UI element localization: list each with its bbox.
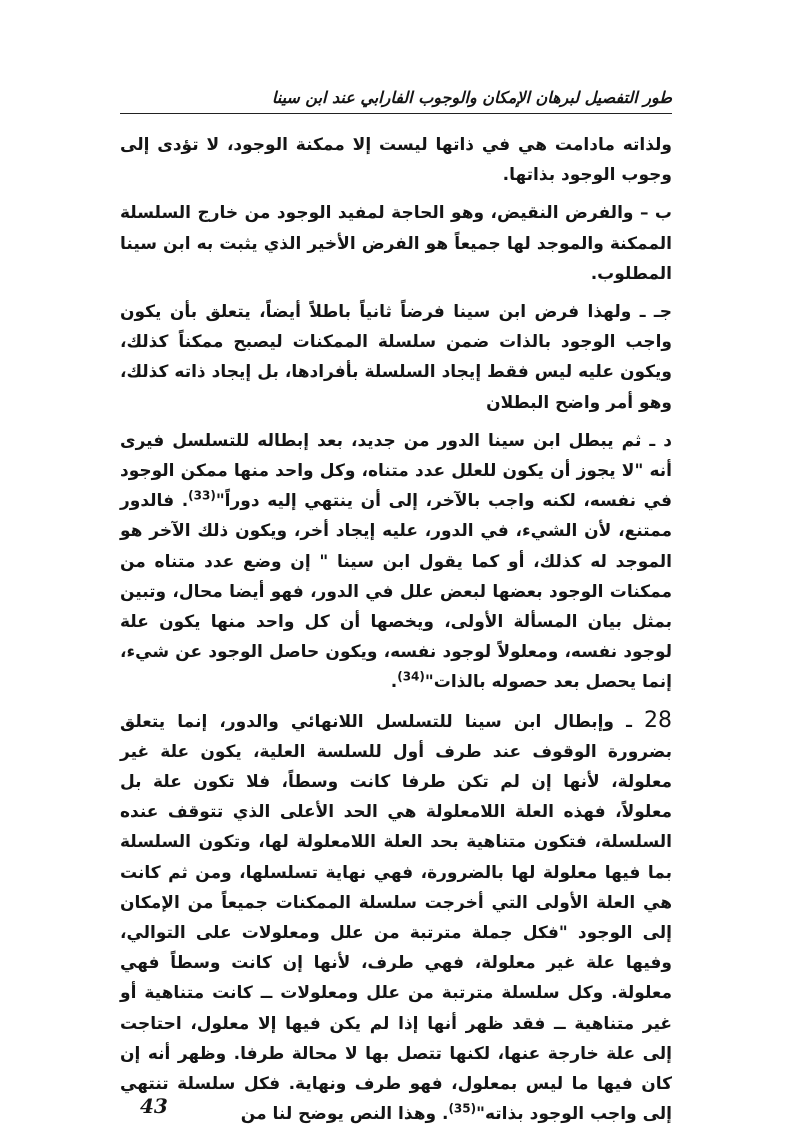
paragraph-jeem: جـ ـ ولهذا فرض ابن سينا فرضاً ثانياً باطلاً أيضاً، يتعلق بأن يكون واجب الوجود بالذات ضمن سلسلة الممكنات ليصبح ممكناً كذلك، ويكون عليه ليس فقط إيجاد السلسلة بأفرادها، بل إيجاد ذاته كذلك، وهو أمر واضح البطلان <box>120 302 672 413</box>
paragraph-1: ولذاته مادامت هي في ذاتها ليست إلا ممكنة الوجود، لا تؤدى إلى وجوب الوجود بذاتها. <box>120 135 672 186</box>
paragraph-b: ب – والفرض النقيض، وهو الحاجة لمفيد الوجود من خارج السلسلة الممكنة والموجد لها جميعاً هو الفرض الأخير الذي يثبت به ابن سينا المطلوب. <box>120 203 672 284</box>
section-number: 28 <box>644 707 672 733</box>
page-number: 43 <box>140 1094 168 1118</box>
footnote-ref-35: (35) <box>448 1101 477 1116</box>
footnote-ref-33: (33) <box>188 488 216 503</box>
paragraph-dal-text-2: . فالدور ممتنع، لأن الشيء، في الدور، عليه إيجاد أخر، ويكون ذلك الآخر هو الموجد له كذلك، أو كما يقول ابن سينا " إن وضع عدد متناه من ممكنات الوجود بعضها لبعض علل في الدور، فهو أيضا محال، وتبين بمثل بيان المسألة الأولى، ويخصها أن كل واحد منها يكون علة لوجود نفسه، ومعلولاً لوجود نفسه، ويكون حاصل الوجود عن شيء، إنما يحصل بعد حصوله بالذات" <box>120 491 672 693</box>
paragraph-dal <box>120 426 672 698</box>
paragraph-dal-end: . <box>390 672 398 693</box>
paragraph-28-end: . وهذا النص يوضح لنا من <box>240 1104 449 1125</box>
running-header: طور التفصيل لبرهان الإمكان والوجوب الفارابي عند ابن سينا <box>120 88 672 114</box>
footnote-ref-34: (34) <box>397 669 425 684</box>
paragraph-28 <box>120 706 672 1130</box>
paragraph-dal-text: د ـ ثم يبطل ابن سينا الدور من جديد، بعد إبطاله للتسلسل فيرى أنه "لا يجوز أن يكون للعلل عدد متناه، وكل واحد منها ممكن الوجود في نفسه، لكنه واجب بالآخر، إلى أن ينتهي إليه دوراً" <box>120 430 672 512</box>
body-text <box>120 130 672 1130</box>
paragraph-28-text: ـ وإبطال ابن سينا للتسلسل اللانهائي والدور، إنما يتعلق بضرورة الوقوف عند طرف أول للسلسة العلية، يكون علة غير معلولة، لأنها إن لم تكن طرفا كانت وسطاً، فلا تكون علة بل معلولاً، فهذه العلة اللامعلولة هي الحد الأعلى الذي تتوقف عنده السلسلة، فتكون متناهية بحد العلة اللامعلولة لها، وتكون السلسلة بما فيها معلولة لها بالضرورة، فهي نهاية تسلسلها، ومن ثم كانت هي العلة الأولى التي أخرجت سلسلة الممكنات جميعاً من الإمكان إلى الوجود "فكل جملة مترتبة من علل ومعلولات على التوالي، وفيها علة غير معلولة، فهي طرف، لأنها إن كانت وسطاً فهي معلولة. وكل سلسلة مترتبة من علل ومعلولات ــ كانت متناهية أو غير متناهية ــ فقد ظهر أنها إذا لم يكن فيها إلا معلول، احتاجت إلى علة خارجة عنها، لكنها تتصل بها لا محالة طرفا. وظهر أنه إن كان فيها ما ليس بمعلول، فهو طرف ونهاية. فكل سلسلة تنتهي إلى واجب الوجود بذاته" <box>120 711 672 1125</box>
